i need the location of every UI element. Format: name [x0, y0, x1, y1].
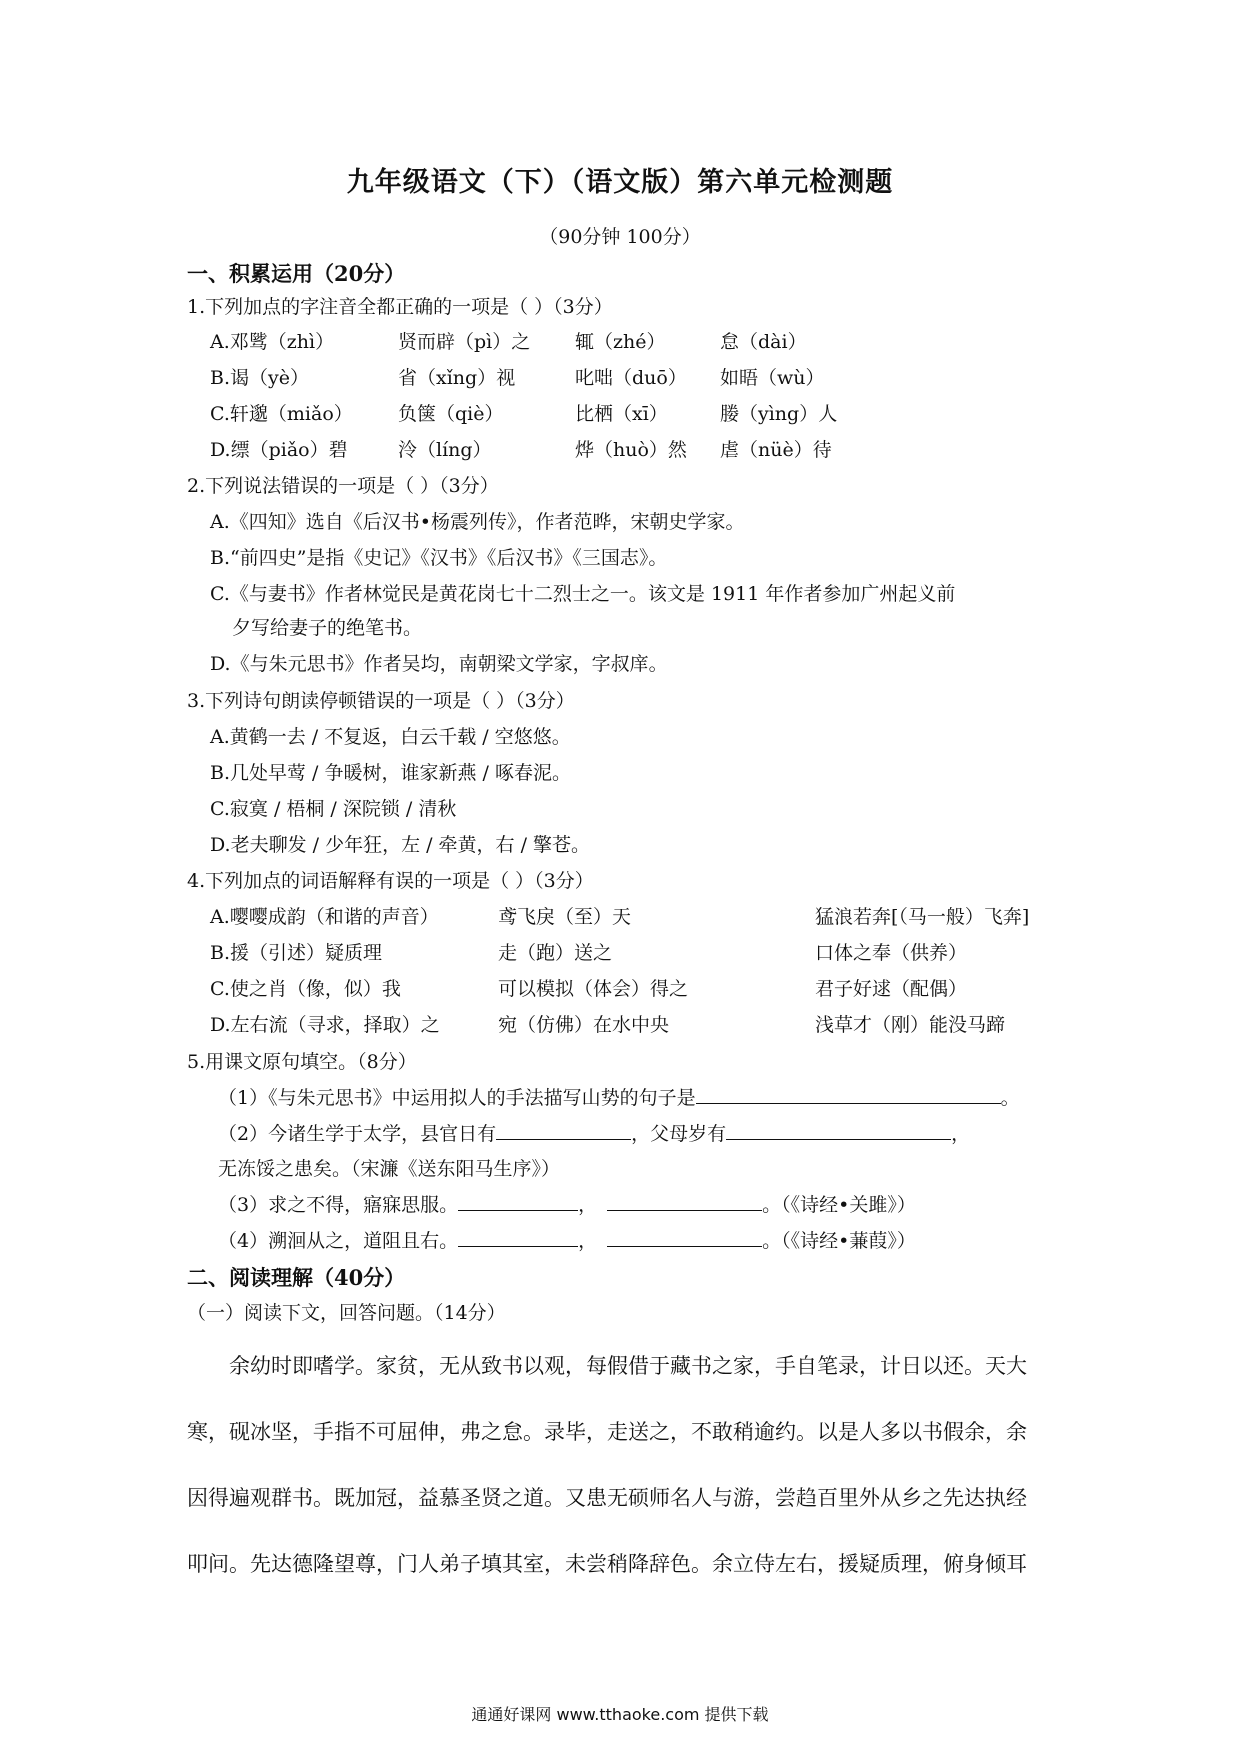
- fill-in-4-prompt: （4）溯洄从之，道阻且右。: [218, 1230, 459, 1252]
- fill-in-line-2: [218, 1119, 970, 1146]
- q2-option-c: C.《与妻书》作者林觉民是黄花岗七十二烈士之一。该文是 1911 年作者参加广州起义前: [210, 583, 956, 605]
- q1-b-4: 如晤（wù）: [720, 367, 825, 389]
- fill-in-line-1: [218, 1083, 1020, 1110]
- q4-c-3: 君子好逑（配偶）: [815, 978, 968, 1000]
- q3-option-b: B.几处早莺 / 争暖树，谁家新燕 / 啄春泥。: [210, 762, 571, 784]
- q4-b-2: 走（跑）送之: [498, 942, 613, 964]
- q1-d-2: 泠（líng）: [398, 439, 492, 461]
- fill-in-2-mid: ，父母岁有: [631, 1123, 727, 1145]
- exam-duration-score: （90分钟 100分）: [539, 226, 701, 248]
- q1-d-4: 虐（nüè）待: [720, 439, 832, 461]
- question-4-stem: 4.下列加点的词语解释有误的一项是（ ）（3分）: [187, 870, 594, 892]
- q1-d-3: 烨（huò）然: [575, 439, 687, 461]
- answer-blank-1[interactable]: [696, 1085, 1001, 1104]
- q1-a-2: 贤而辟（pì）之: [398, 331, 531, 353]
- fill-in-line-4: [218, 1226, 916, 1253]
- q4-d-2: 宛（仿佛）在水中央: [498, 1014, 670, 1036]
- passage-line-1: 余幼时即嗜学。家贫，无从致书以观，每假借于藏书之家，手自笔录，计日以还。天大: [229, 1354, 1027, 1378]
- q1-b-3: 叱咄（duō）: [575, 367, 687, 389]
- passage-line-3: 因得遍观群书。既加冠，益慕圣贤之道。又患无硕师名人与游，尝趋百里外从乡之先达执经: [187, 1486, 1027, 1510]
- footer-download-note: 通通好课网 www.tthaoke.com 提供下载: [471, 1705, 769, 1724]
- q3-option-c: C.寂寞 / 梧桐 / 深院锁 / 清秋: [210, 798, 457, 820]
- fill-in-line-3: [218, 1190, 916, 1217]
- fill-in-3-mid: ，: [578, 1194, 598, 1216]
- passage-line-2: 寒，砚冰坚，手指不可屈伸，弗之怠。录毕，走送之，不敢稍逾约。以是人多以书假余，余: [187, 1420, 1027, 1444]
- answer-blank-2a[interactable]: [496, 1121, 631, 1140]
- q2-option-c-cont: 夕写给妻子的绝笔书。: [232, 617, 423, 639]
- q1-c-3: 比栖（xī）: [575, 403, 668, 425]
- q3-option-d: D.老夫聊发 / 少年狂，左 / 牵黄，右 / 擎苍。: [210, 834, 591, 856]
- q2-option-b: B.“前四史”是指《史记》《汉书》《后汉书》《三国志》。: [210, 547, 668, 569]
- answer-blank-3a[interactable]: [458, 1192, 578, 1211]
- q4-c-1: C.使之肖（像，似）我: [210, 978, 401, 1000]
- reading-part-1-heading: （一）阅读下文，回答问题。（14分）: [187, 1302, 506, 1324]
- q4-d-3: 浅草才（刚）能没马蹄: [815, 1014, 1006, 1036]
- fill-in-2-prompt: （2）今诸生学于太学，县官日有: [218, 1123, 497, 1145]
- passage-line-4: 叩问。先达德隆望尊，门人弟子填其室，未尝稍降辞色。余立侍左右，援疑质理，俯身倾耳: [187, 1552, 1027, 1576]
- fill-in-2-source: 无冻馁之患矣。（宋濂《送东阳马生序》）: [218, 1158, 561, 1180]
- q1-c-1: C.轩邈（miǎo）: [210, 403, 353, 425]
- q3-option-a: A.黄鹤一去 / 不复返，白云千载 / 空悠悠。: [210, 726, 571, 748]
- question-1-stem: 1.下列加点的字注音全都正确的一项是（ ）（3分）: [187, 296, 613, 318]
- q1-b-1: B.谒（yè）: [210, 367, 309, 389]
- q1-a-3: 辄（zhé）: [575, 331, 666, 353]
- question-5-stem: 5.用课文原句填空。（8分）: [187, 1051, 417, 1073]
- q2-option-d: D.《与朱元思书》作者吴均，南朝梁文学家，字叔庠。: [210, 653, 668, 675]
- q4-b-1: B.援（引述）疑质理: [210, 942, 383, 964]
- answer-blank-2b[interactable]: [726, 1121, 951, 1140]
- q4-a-2: 鸢飞戾（至）天: [498, 906, 632, 928]
- section-heading-2: 二、阅读理解（40分）: [187, 1265, 406, 1290]
- fill-in-3-end: 。（《诗经•关雎》）: [762, 1194, 916, 1216]
- q4-a-1: A.嘤嘤成韵（和谐的声音）: [210, 906, 439, 928]
- answer-blank-3b[interactable]: [607, 1192, 762, 1211]
- question-3-stem: 3.下列诗句朗读停顿错误的一项是（ ）（3分）: [187, 690, 575, 712]
- question-2-stem: 2.下列说法错误的一项是（ ）（3分）: [187, 475, 499, 497]
- q4-a-3: 猛浪若奔[（马一般）飞奔]: [815, 906, 1030, 928]
- q1-c-2: 负箧（qiè）: [398, 403, 504, 425]
- q1-a-1: A.邓骘（zhì）: [210, 331, 335, 353]
- fill-in-1-prompt: （1）《与朱元思书》中运用拟人的手法描写山势的句子是: [218, 1087, 696, 1109]
- q4-b-3: 口体之奉（供养）: [815, 942, 968, 964]
- fill-in-4-mid: ，: [578, 1230, 598, 1252]
- q4-c-2: 可以模拟（体会）得之: [498, 978, 689, 1000]
- q2-option-a: A.《四知》选自《后汉书•杨震列传》，作者范晔，宋朝史学家。: [210, 511, 745, 533]
- fill-in-4-end: 。（《诗经•蒹葭》）: [762, 1230, 916, 1252]
- fill-in-1-end: 。: [1000, 1087, 1020, 1109]
- q1-a-4: 怠（dài）: [720, 331, 807, 353]
- q1-b-2: 省（xǐng）视: [398, 367, 516, 389]
- q1-d-1: D.缥（piǎo）碧: [210, 439, 348, 461]
- page-title: 九年级语文（下）（语文版）第六单元检测题: [346, 167, 894, 198]
- q1-c-4: 媵（yìng）人: [720, 403, 838, 425]
- fill-in-2-end: ，: [951, 1123, 971, 1145]
- fill-in-3-prompt: （3）求之不得，寤寐思服。: [218, 1194, 459, 1216]
- q4-d-1: D.左右流（寻求，择取）之: [210, 1014, 440, 1036]
- answer-blank-4b[interactable]: [607, 1228, 762, 1247]
- section-heading-1: 一、积累运用（20分）: [187, 261, 406, 286]
- answer-blank-4a[interactable]: [458, 1228, 578, 1247]
